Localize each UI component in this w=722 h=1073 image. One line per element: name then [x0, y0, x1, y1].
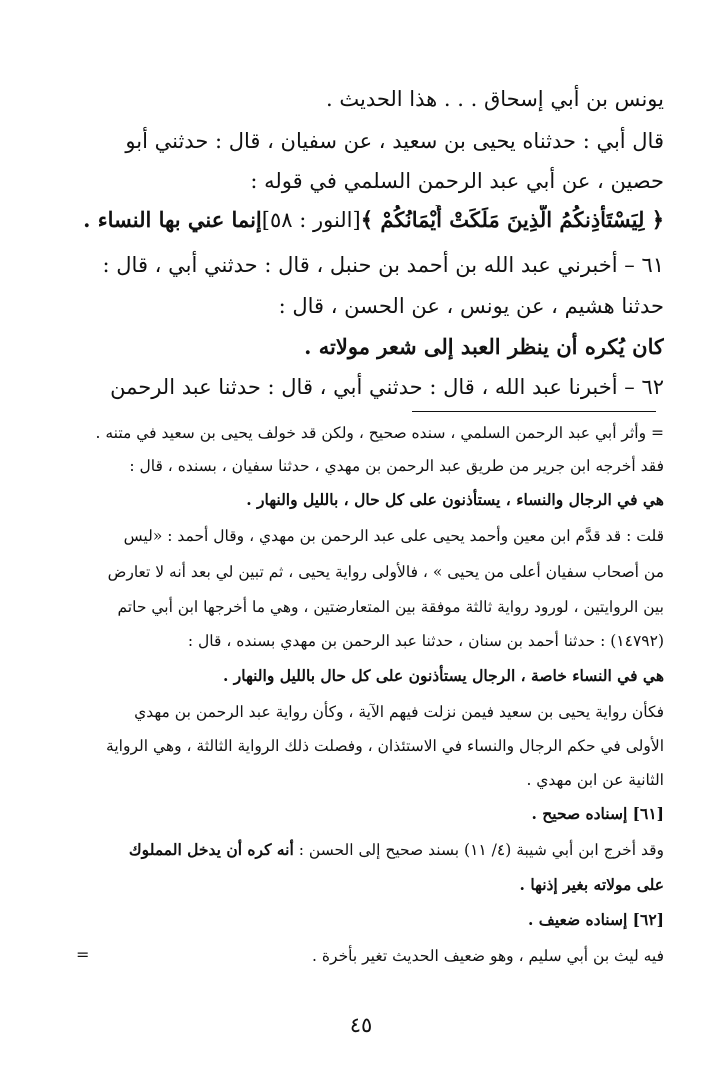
footnote-line-13-text: وقد أخرج ابن أبي شيبة (٤/ ١١) بسند صحيح إلى الحسن :	[298, 841, 664, 859]
main-line-2: قال أبي : حدثناه يحيى بن سعيد ، عن سفيان ، قال : حدثني أبو	[125, 129, 664, 153]
footnote-line-2: فقد أخرجه ابن جرير من طريق عبد الرحمن بن مهدي ، حدثنا سفيان ، بسنده ، قال :	[129, 457, 664, 475]
main-line-7-matn: كان يُكره أن ينظر العبد إلى شعر مولاته .	[304, 334, 664, 359]
footnote-line-15: [٦٢] إسناده ضعيف .	[528, 910, 664, 929]
quran-commentary: إنما عني بها النساء .	[83, 207, 262, 232]
quran-verse: ﴿ لِيَسْتَأْذِنكُمُ الَّذِينَ مَلَكَتْ أَيْمَانُكُمْ ﴾	[360, 207, 664, 232]
main-line-6: حدثنا هشيم ، عن يونس ، عن الحسن ، قال :	[278, 294, 664, 318]
footnote-line-1: = وأثر أبي عبد الرحمن السلمي ، سنده صحيح ، ولكن قد خولف يحيى بن سعيد في متنه .	[95, 424, 664, 442]
continuation-mark: =	[76, 945, 90, 964]
footnote-line-4: قلت : قد قدَّم ابن معين وأحمد يحيى على عبد الرحمن بن مهدي ، وقال أحمد : «ليس	[123, 527, 664, 545]
page-number: ٤٥	[349, 1013, 373, 1037]
main-line-5-hadith-61: ٦١ – أخبرني عبد الله بن أحمد بن حنبل ، قال : حدثني أبي ، قال :	[102, 253, 664, 277]
footnote-line-13	[56, 837, 664, 863]
footnote-line-3: هي في الرجال والنساء ، يستأذنون على كل حال ، بالليل والنهار .	[246, 490, 664, 509]
footnote-line-5: من أصحاب سفيان أعلى من يحيى » ، فالأولى رواية يحيى ، ثم تبين لي بعد أنه لا تعارض	[107, 563, 664, 581]
footnote-line-12: [٦١] إسناده صحيح .	[531, 804, 664, 823]
main-line-8-hadith-62: ٦٢ – أخبرنا عبد الله ، قال : حدثني أبي ، قال : حدثنا عبد الرحمن	[110, 375, 664, 399]
main-line-4-quran	[56, 205, 664, 235]
quran-reference: [النور : ٥٨]	[261, 208, 361, 232]
footnote-divider	[412, 411, 656, 412]
footnote-line-16: فيه ليث بن أبي سليم ، وهو ضعيف الحديث تغير بأخرة .	[312, 947, 664, 965]
footnote-line-8: هي في النساء خاصة ، الرجال يستأذنون على كل حال بالليل والنهار .	[222, 666, 664, 685]
footnote-line-9: فكأن رواية يحيى بن سعيد فيمن نزلت فيهم الآية ، وكأن رواية عبد الرحمن بن مهدي	[134, 703, 664, 721]
main-line-3: حصين ، عن أبي عبد الرحمن السلمي في قوله :	[250, 169, 664, 193]
footnote-line-13-bold: أنه كره أن يدخل المملوك	[128, 840, 294, 859]
footnote-line-10: الأولى في حكم الرجال والنساء في الاستئذان ، وفصلت ذلك الرواية الثالثة ، وهي الرواية	[106, 737, 664, 755]
footnote-line-11: الثانية عن ابن مهدي .	[526, 771, 664, 789]
main-line-1: يونس بن أبي إسحاق . . . هذا الحديث .	[326, 87, 664, 111]
footnote-line-14: على مولاته بغير إذنها .	[519, 875, 664, 894]
footnote-line-7: (١٤٧٩٢) : حدثنا أحمد بن سنان ، حدثنا عبد الرحمن بن مهدي بسنده ، قال :	[187, 632, 664, 650]
footnote-line-6: بين الروايتين ، لورود رواية ثالثة موفقة بين المتعارضتين ، وهي ما أخرجها ابن أبي حاتم	[117, 598, 664, 616]
